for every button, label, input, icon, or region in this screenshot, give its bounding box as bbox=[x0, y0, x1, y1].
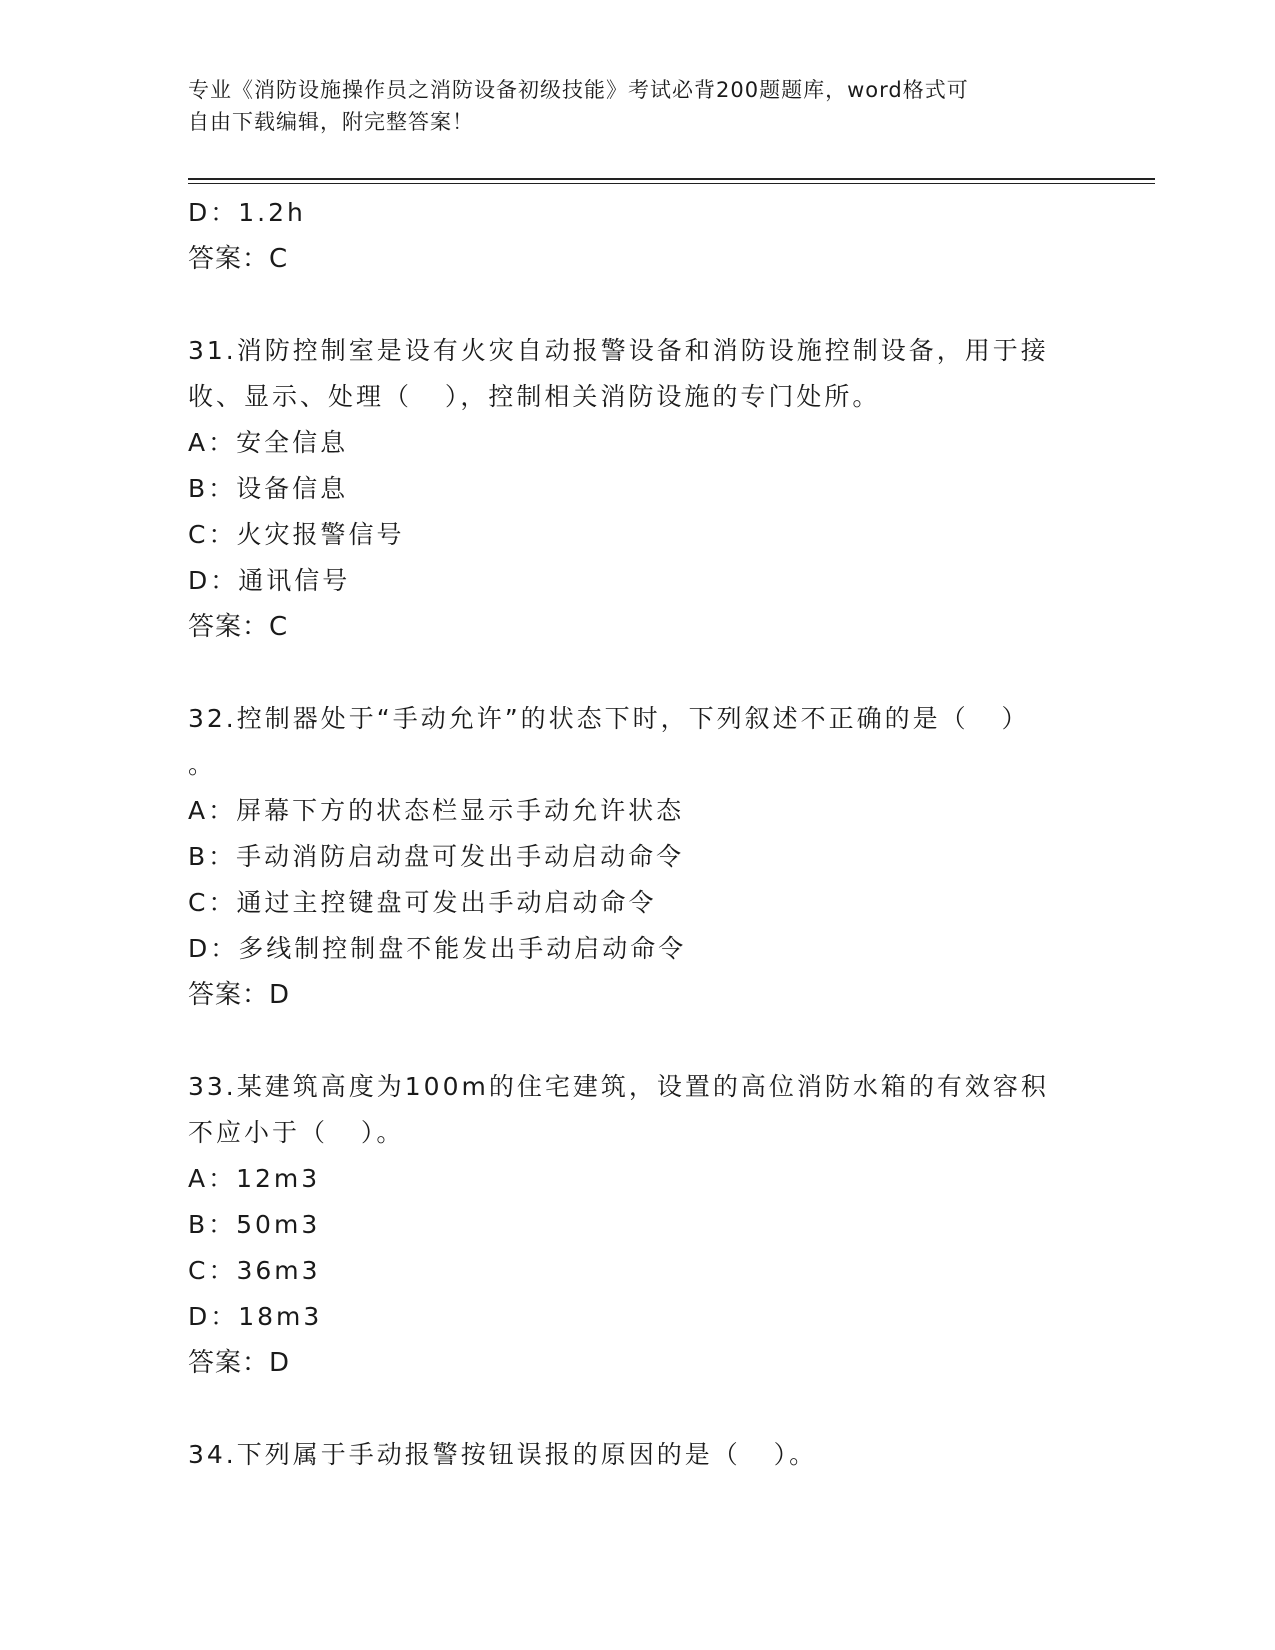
question-33 bbox=[188, 1064, 1088, 1386]
question-34 bbox=[188, 1432, 1088, 1478]
header-divider-thick bbox=[188, 178, 1155, 180]
header-line-2: 自由下载编辑，附完整答案！ bbox=[188, 110, 474, 134]
question-33-line-2: 不应小于（ ）。 bbox=[188, 1118, 405, 1147]
question-31-option-d: D：通讯信号 bbox=[188, 566, 351, 595]
question-31-line-2: 收、显示、处理（ ），控制相关消防设施的专门处所。 bbox=[188, 382, 881, 411]
question-31-option-b: B：设备信息 bbox=[188, 474, 349, 503]
question-33-line-1: 33.某建筑高度为100m的住宅建筑，设置的高位消防水箱的有效容积 bbox=[188, 1072, 1049, 1101]
question-33-option-d: D：18m3 bbox=[188, 1302, 323, 1331]
question-31-line-1: 31.消防控制室是设有火灾自动报警设备和消防设施控制设备，用于接 bbox=[188, 336, 1049, 365]
question-32-option-b: B：手动消防启动盘可发出手动启动命令 bbox=[188, 842, 685, 871]
question-33-option-c: C：36m3 bbox=[188, 1256, 321, 1285]
question-31-answer: 答案：C bbox=[188, 612, 289, 642]
question-31 bbox=[188, 328, 1088, 650]
prev-option-d: D：1.2h bbox=[188, 198, 306, 227]
document-body bbox=[188, 190, 1088, 1478]
question-32-option-c: C：通过主控键盘可发出手动启动命令 bbox=[188, 888, 657, 917]
question-33-answer: 答案：D bbox=[188, 1348, 291, 1378]
question-31-option-a: A：安全信息 bbox=[188, 428, 349, 457]
question-32-option-d: D：多线制控制盘不能发出手动启动命令 bbox=[188, 934, 687, 963]
document-header bbox=[188, 74, 1068, 138]
question-32-line-2: 。 bbox=[188, 750, 217, 779]
header-divider-thin bbox=[188, 183, 1155, 184]
question-32-answer: 答案：D bbox=[188, 980, 291, 1010]
question-33-option-a: A：12m3 bbox=[188, 1164, 321, 1193]
question-33-option-b: B：50m3 bbox=[188, 1210, 321, 1239]
question-32 bbox=[188, 696, 1088, 1018]
header-line-1: 专业《消防设施操作员之消防设备初级技能》考试必背200题题库，word格式可 bbox=[188, 78, 969, 102]
question-32-option-a: A：屏幕下方的状态栏显示手动允许状态 bbox=[188, 796, 685, 825]
question-34-line-1: 34.下列属于手动报警按钮误报的原因的是（ ）。 bbox=[188, 1440, 818, 1469]
question-31-option-c: C：火灾报警信号 bbox=[188, 520, 405, 549]
question-32-line-1: 32.控制器处于“手动允许”的状态下时，下列叙述不正确的是（ ） bbox=[188, 704, 1030, 733]
prev-answer: 答案：C bbox=[188, 244, 289, 274]
